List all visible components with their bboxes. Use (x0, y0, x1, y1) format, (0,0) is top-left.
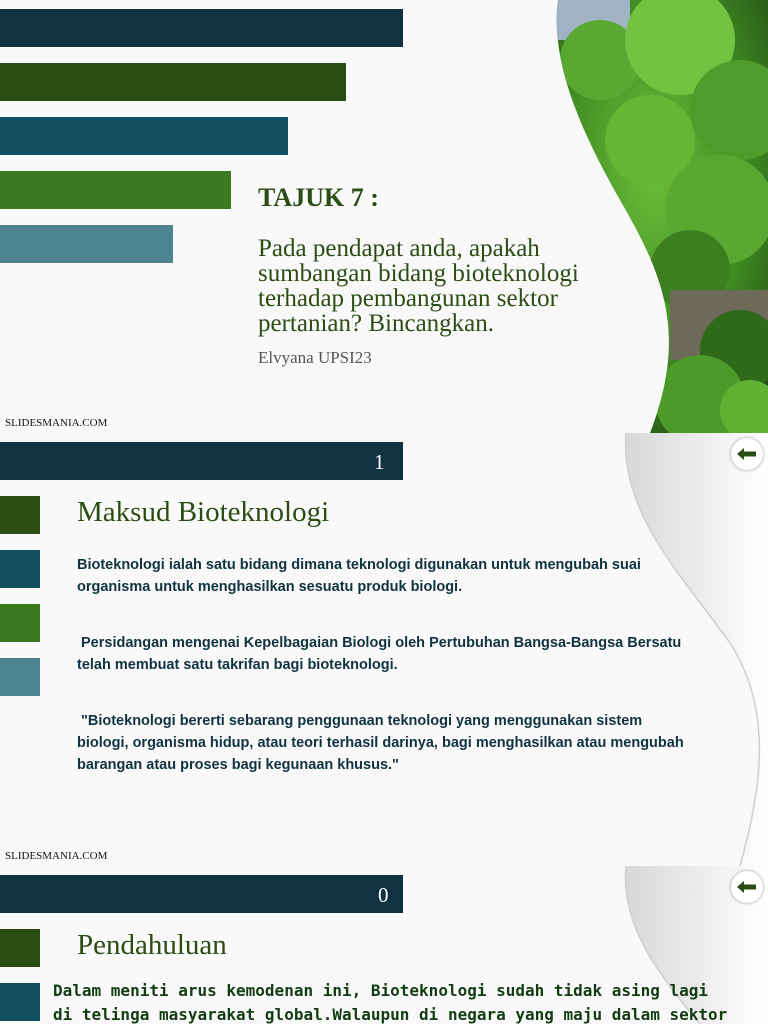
decor-bar-5 (0, 225, 173, 263)
slide-maksud (0, 433, 768, 866)
footer-credit: SLIDESMANIA.COM (5, 850, 108, 862)
slide-heading: Maksud Bioteknologi (77, 496, 330, 528)
decor-bar-2 (0, 63, 346, 101)
question-text: Pada pendapat anda, apakah sumbangan bidang bioteknologi terhadap pembangunan sektor pertanian? Bincangkan. (258, 235, 579, 337)
un-paragraph: Persidangan mengenai Kepelbagaian Biologi oleh Pertubuhan Bangsa-Bangsa Bersatu telah membuat satu takrifan bagi bioteknologi. (77, 635, 682, 673)
decor-square-2 (0, 550, 40, 588)
quote-paragraph: "Bioteknologi bererti sebarang penggunaan teknologi yang menggunakan sistem biologi, organisma hidup, atau teori terhasil darinya, bagi menghasilkan atau mengubah barangan atau proses bagi kegunaan khusus." (77, 713, 684, 773)
back-button[interactable] (731, 438, 763, 470)
decor-bar-1 (0, 9, 403, 47)
decor-bar-3 (0, 117, 288, 155)
back-arrow-icon (737, 880, 757, 894)
back-button[interactable] (731, 871, 763, 903)
footer-credit: SLIDESMANIA.COM (5, 417, 108, 429)
slide-pendahuluan (0, 866, 768, 1024)
decor-bar-4 (0, 171, 231, 209)
decor-square-1 (0, 496, 40, 534)
slide-number: 0 (378, 883, 389, 907)
definition-paragraph: Bioteknologi ialah satu bidang dimana teknologi digunakan untuk mengubah suai organisma untuk menghasilkan sesuatu produk biologi. (77, 557, 641, 595)
header-bar (0, 875, 403, 913)
slide-heading: Pendahuluan (77, 929, 227, 961)
author-text: Elvyana UPSI23 (258, 348, 372, 367)
decor-square-1 (0, 929, 40, 967)
decor-square-3 (0, 604, 40, 642)
slide-title-text: TAJUK 7 : (258, 183, 379, 212)
decor-square-4 (0, 658, 40, 696)
forest-photo (540, 0, 768, 433)
slide-title (0, 0, 768, 433)
decor-square-2 (0, 983, 40, 1021)
slide-number: 1 (374, 450, 385, 474)
header-bar (0, 442, 403, 480)
back-arrow-icon (737, 447, 757, 461)
intro-paragraph: Dalam meniti arus kemodenan ini, Bioteknologi sudah tidak asing lagi di telinga masyarakat global.Walaupun di negara yang maju dalam sektor (53, 981, 728, 1024)
